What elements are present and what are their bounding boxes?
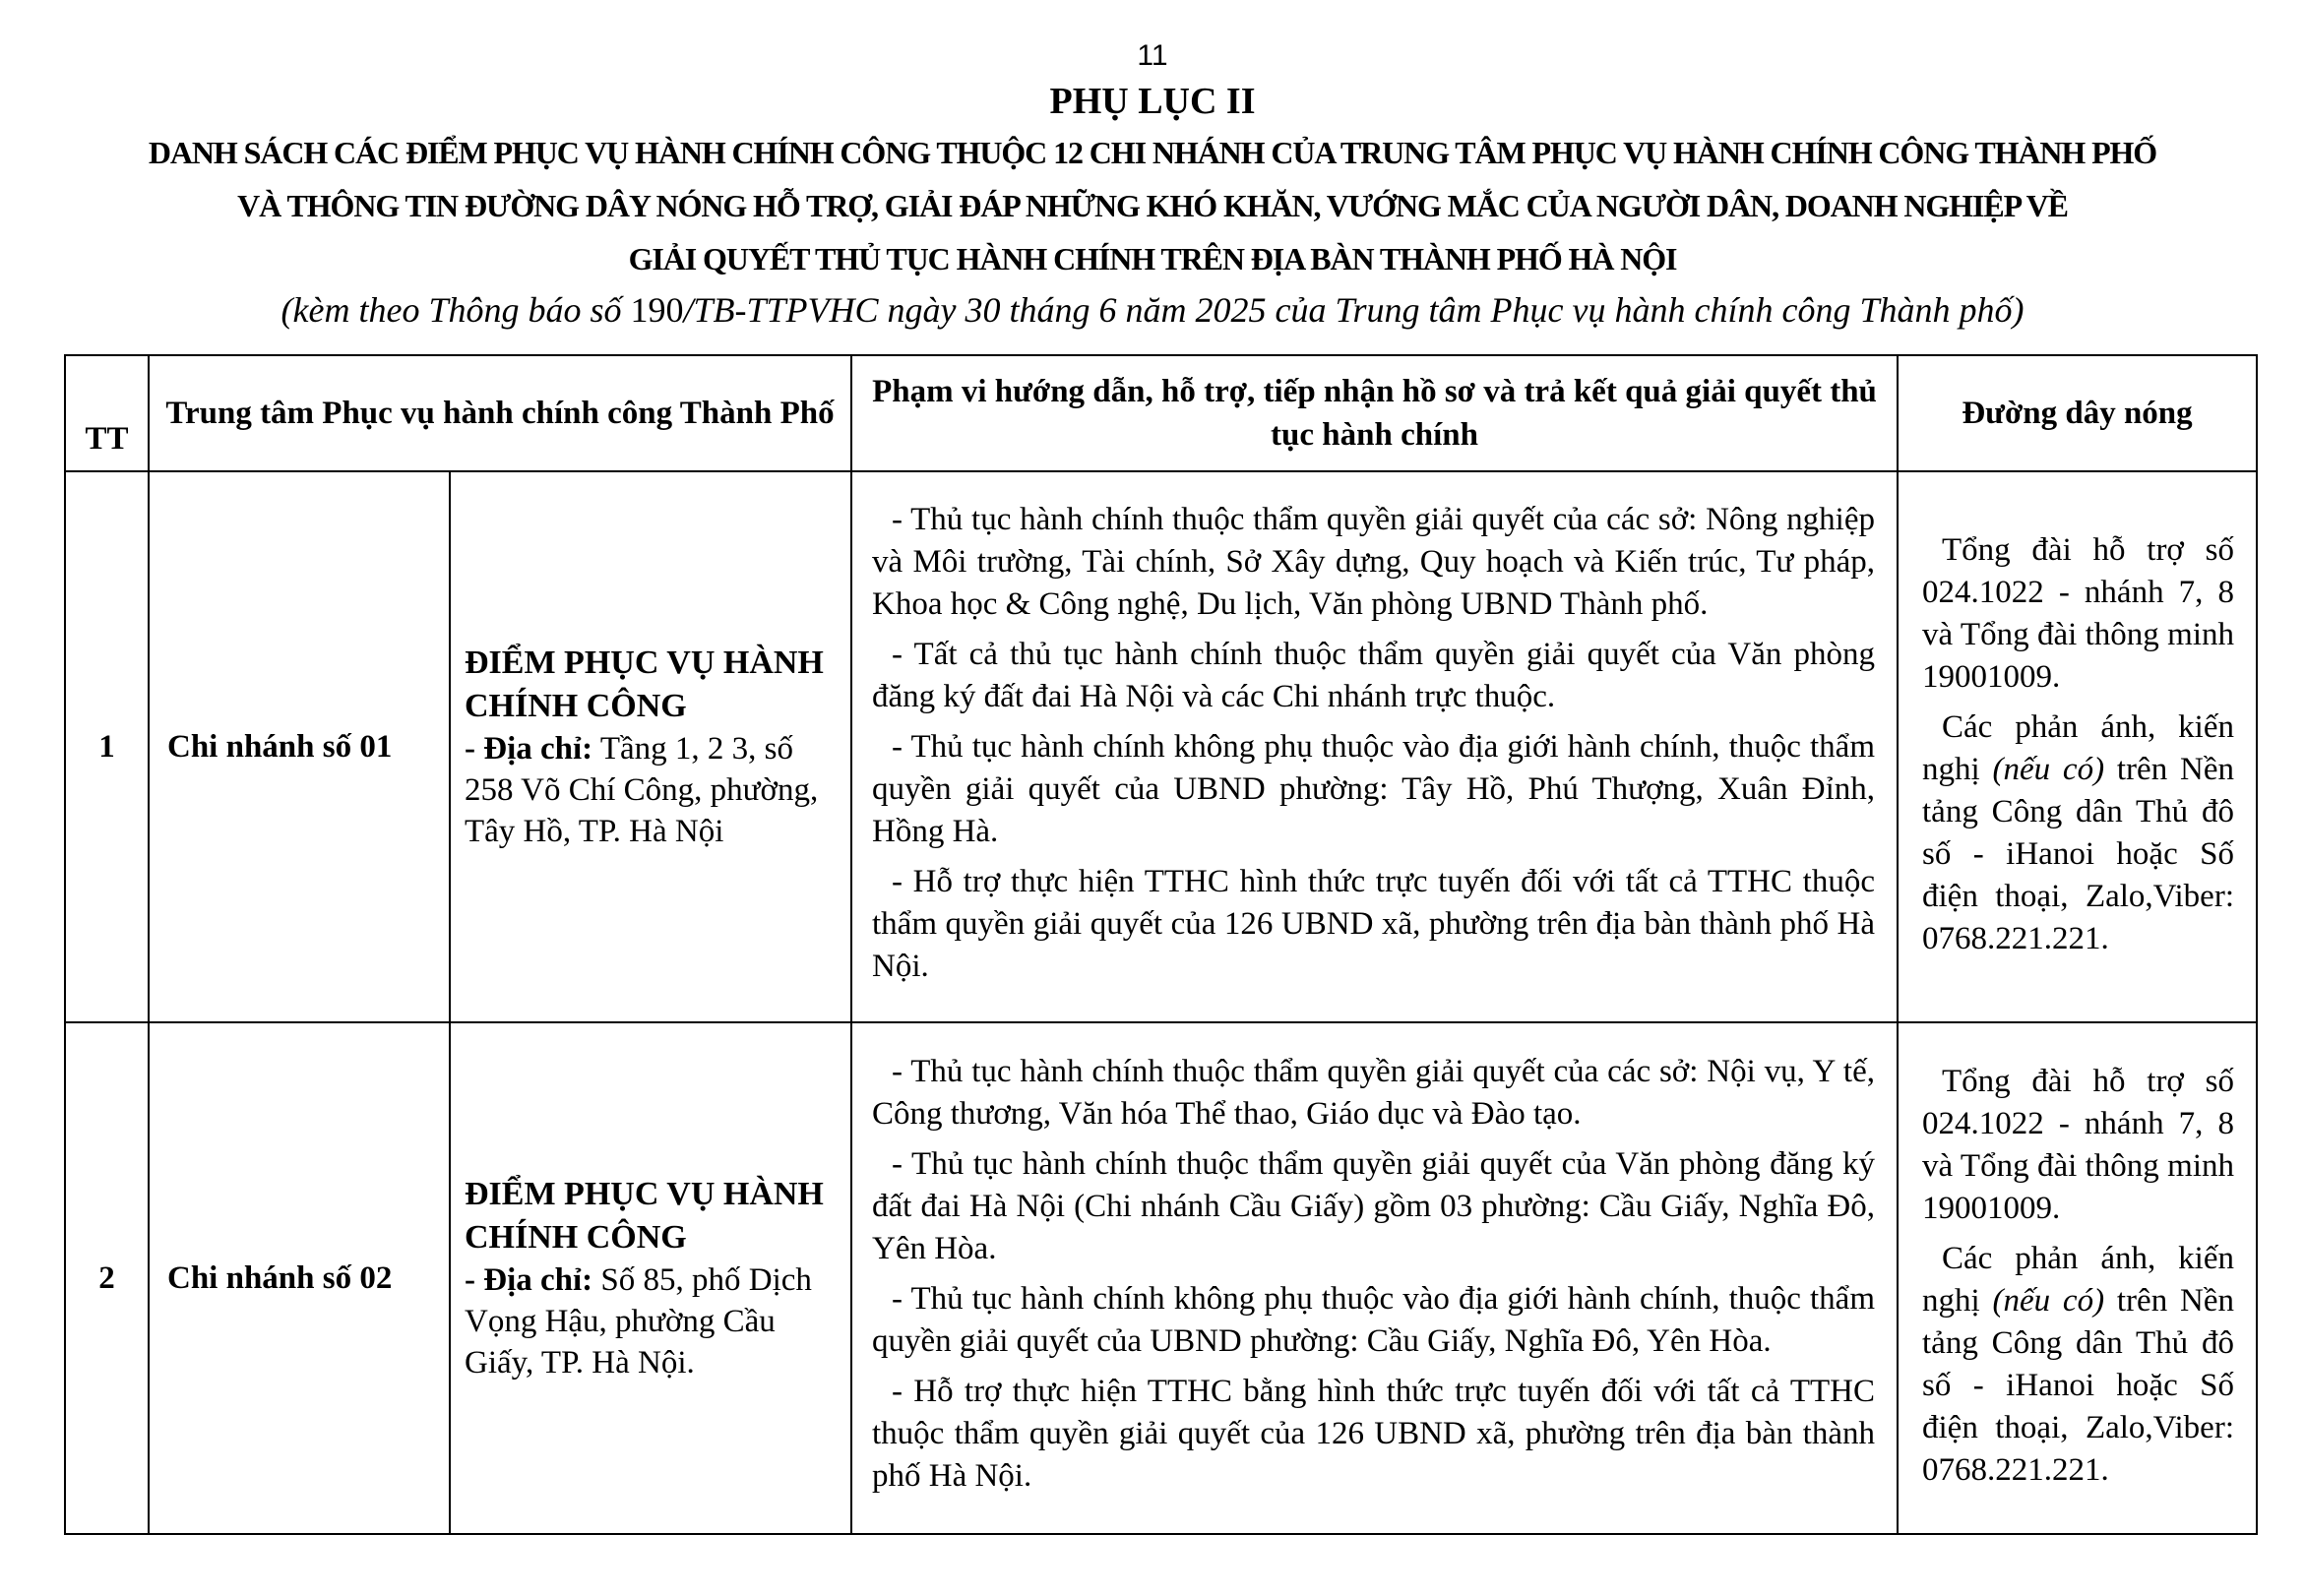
hotline-cell	[1898, 1022, 2257, 1534]
row-number: 1	[65, 471, 149, 1022]
appendix-title: PHỤ LỤC II	[1049, 81, 1256, 122]
header-tt: TT	[65, 355, 149, 471]
branch-name: Chi nhánh số 01	[149, 471, 450, 1022]
scope-item: - Hỗ trợ thực hiện TTHC bằng hình thức trực tuyến đối với tất cả TTHC thuộc thẩm quyền giải quyết của 126 UBND xã, phường trên địa bàn thành phố Hà Nội.	[872, 1374, 1875, 1494]
feedback-note: (nếu có)	[1992, 1283, 2105, 1319]
address-label: - Địa chỉ:	[465, 1262, 593, 1298]
service-point-address	[465, 1259, 837, 1383]
feedback-channels: trên Nền tảng Công dân Thủ đô số - iHanoi hoặc Số điện thoại, Zalo,Viber: 0768.221.221.	[1922, 1283, 2234, 1488]
feedback-text: Các phản ánh, kiến nghị	[1922, 709, 2234, 787]
scope-cell	[851, 471, 1898, 1022]
document-subtitle	[0, 285, 2305, 335]
header-scope: Phạm vi hướng dẫn, hỗ trợ, tiếp nhận hồ sơ và trả kết quả giải quyết thủ tục hành chính	[851, 355, 1898, 471]
row-number: 2	[65, 1022, 149, 1534]
service-point-title: ĐIỂM PHỤC VỤ HÀNH CHÍNH CÔNG	[465, 1176, 824, 1256]
table-row	[65, 1022, 2257, 1534]
month-label: tháng	[1009, 290, 1090, 330]
service-point-cell	[450, 471, 851, 1022]
hotline-feedback	[1922, 706, 2234, 960]
scope-item: - Thủ tục hành chính thuộc thẩm quyền giải quyết của Văn phòng đăng ký đất đai Hà Nội (Chi nhánh Cầu Giấy) gồm 03 phường: Cầu Giấy, Nghĩa Đô, Yên Hòa.	[872, 1146, 1875, 1266]
scope-item: - Thủ tục hành chính không phụ thuộc vào địa giới hành chính, thuộc thẩm quyền giải quyết của UBND phường: Tây Hồ, Phú Thượng, Xuân Đỉnh, Hồng Hà.	[872, 728, 1875, 849]
feedback-text: Các phản ánh, kiến nghị	[1922, 1241, 2234, 1319]
notice-number: 190	[630, 290, 684, 330]
scope-item: - Thủ tục hành chính thuộc thẩm quyền giải quyết của các sở: Nông nghiệp và Môi trường, Tài chính, Sở Xây dựng, Quy hoạch và Kiến trúc, Tư pháp, Khoa học & Công nghệ, Du lịch, Văn phòng UBND Thành phố.	[872, 501, 1875, 622]
service-points-table	[64, 354, 2258, 1535]
scope-item: - Thủ tục hành chính không phụ thuộc vào địa giới hành chính, thuộc thẩm quyền giải quyết của UBND phường: Cầu Giấy, Nghĩa Đô, Yên Hòa.	[872, 1281, 1875, 1359]
feedback-note: (nếu có)	[1992, 752, 2105, 787]
table-row	[65, 471, 2257, 1022]
hotline-switchboard: Tổng đài hỗ trợ số 024.1022 - nhánh 7, 8 và Tổng đài thông minh 19001009.	[1922, 532, 2234, 695]
service-point-title: ĐIỂM PHỤC VỤ HÀNH CHÍNH CÔNG	[465, 645, 824, 724]
subtitle-prefix: (kèm theo Thông báo số	[280, 290, 622, 330]
page-number: 11	[1137, 39, 1168, 72]
scope-item: - Thủ tục hành chính thuộc thẩm quyền giải quyết của các sở: Nội vụ, Y tế, Công thương, Văn hóa Thể thao, Giáo dục và Đào tạo.	[872, 1054, 1875, 1132]
notice-day: 30	[965, 290, 1001, 330]
scope-item: - Tất cả thủ tục hành chính thuộc thẩm quyền giải quyết của Văn phòng đăng ký đất đai Hà Nội và các Chi nhánh trực thuộc.	[872, 636, 1875, 714]
notice-month: 6	[1098, 290, 1117, 330]
table-header-row	[65, 355, 2257, 471]
service-point-cell	[450, 1022, 851, 1534]
service-point-address	[465, 728, 837, 852]
address-text: Tầng 1, 2 3, số 258 Võ Chí Công, phường, Tây Hồ, TP. Hà Nội	[465, 731, 819, 849]
address-label: - Địa chỉ:	[465, 731, 593, 767]
hotline-cell	[1898, 471, 2257, 1022]
heading-line-3: GIẢI QUYẾT THỦ TỤC HÀNH CHÍNH TRÊN ĐỊA BÀN THÀNH PHỐ HÀ NỘI	[628, 241, 1677, 276]
document-title-block	[59, 77, 2246, 285]
heading-line-1: DANH SÁCH CÁC ĐIỂM PHỤC VỤ HÀNH CHÍNH CÔNG THUỘC 12 CHI NHÁNH CỦA TRUNG TÂM PHỤC VỤ HÀNH CHÍNH CÔNG THÀNH PHỐ	[148, 135, 2157, 170]
hotline-feedback	[1922, 1238, 2234, 1492]
scope-cell	[851, 1022, 1898, 1534]
feedback-channels: trên Nền tảng Công dân Thủ đô số - iHanoi hoặc Số điện thoại, Zalo,Viber: 0768.221.221.	[1922, 752, 2234, 956]
scope-item: - Hỗ trợ thực hiện TTHC hình thức trực tuyến đối với tất cả TTHC thuộc thẩm quyền giải quyết của 126 UBND xã, phường trên địa bàn thành phố Hà Nội.	[872, 863, 1875, 984]
heading-line-2: VÀ THÔNG TIN ĐƯỜNG DÂY NÓNG HỖ TRỢ, GIẢI ĐÁP NHỮNG KHÓ KHĂN, VƯỚNG MẮC CỦA NGƯỜI DÂN, DOANH NGHIỆP VỀ	[237, 188, 2068, 223]
notice-code: /TB-TTPVHC ngày	[683, 290, 957, 330]
subtitle-suffix: năm 2025 của Trung tâm Phục vụ hành chính công Thành phố)	[1125, 290, 2025, 330]
header-hotline: Đường dây nóng	[1898, 355, 2257, 471]
hotline-switchboard: Tổng đài hỗ trợ số 024.1022 - nhánh 7, 8 và Tổng đài thông minh 19001009.	[1922, 1064, 2234, 1226]
address-text: Số 85, phố Dịch Vọng Hậu, phường Cầu Giấy, TP. Hà Nội.	[465, 1262, 812, 1381]
header-center: Trung tâm Phục vụ hành chính công Thành Phố	[149, 355, 851, 471]
branch-name: Chi nhánh số 02	[149, 1022, 450, 1534]
